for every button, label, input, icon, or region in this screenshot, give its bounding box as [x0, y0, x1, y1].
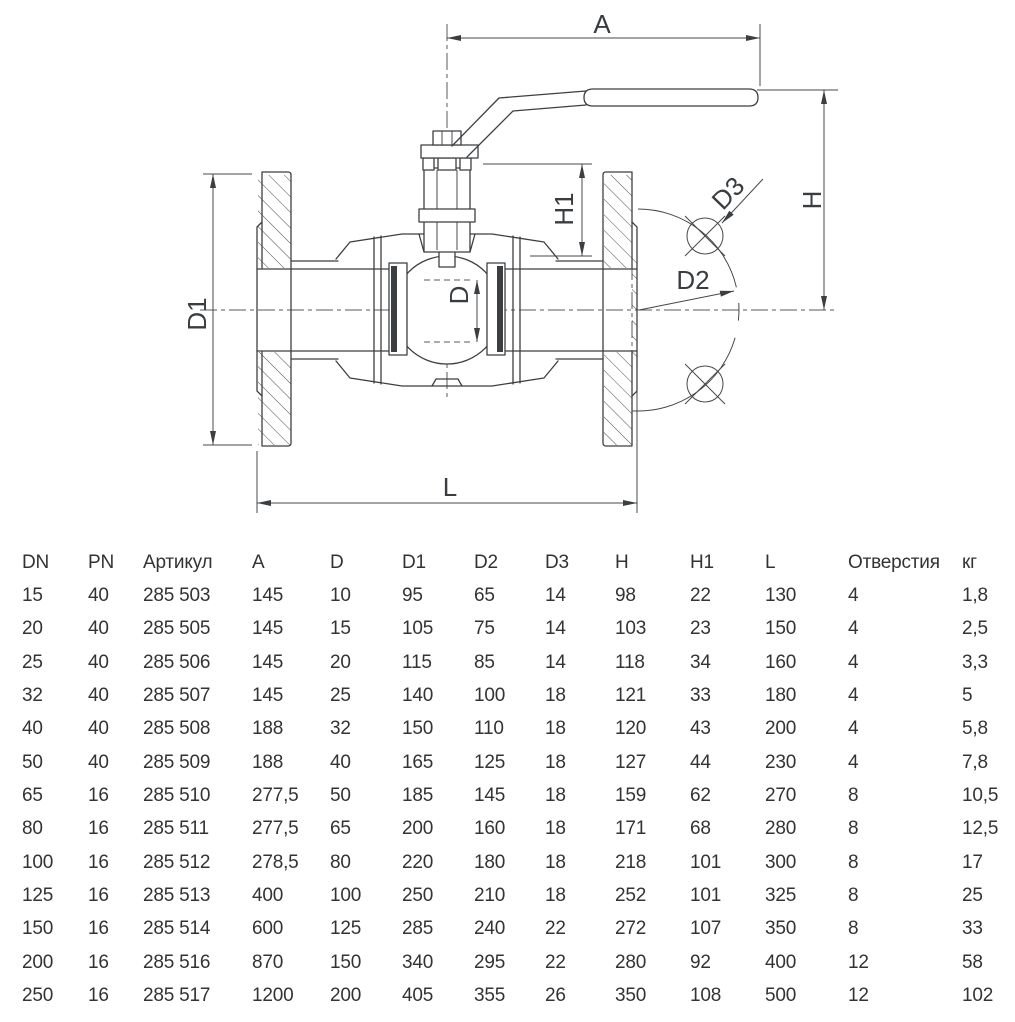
left-flange [257, 172, 291, 446]
table-cell: 325 [765, 885, 797, 907]
table-cell: 4 [848, 751, 859, 773]
table-cell: 285 506 [143, 651, 211, 673]
table-cell: 350 [615, 985, 647, 1007]
table-cell: 8 [848, 851, 859, 873]
table-cell: 285 505 [143, 618, 211, 640]
table-row [22, 946, 1015, 979]
table-row [22, 879, 1015, 912]
table-cell: 127 [615, 751, 647, 773]
column-header: D1 [402, 551, 426, 573]
table-cell: 105 [402, 618, 434, 640]
column-header: PN [88, 551, 114, 573]
table-cell: 12 [848, 985, 869, 1007]
table-cell: 285 512 [143, 851, 211, 873]
dim-h1 [483, 164, 592, 256]
table-cell: 355 [474, 985, 506, 1007]
table-cell: 150 [330, 951, 362, 973]
table-cell: 65 [330, 818, 351, 840]
table-cell: 95 [402, 585, 423, 607]
table-row [22, 979, 1015, 1012]
column-header: DN [22, 551, 50, 573]
dim-a [447, 9, 760, 86]
table-cell: 110 [474, 718, 504, 740]
table-cell: 101 [690, 851, 722, 873]
table-cell: 125 [330, 918, 362, 940]
table-cell: 277,5 [252, 818, 299, 840]
table-cell: 43 [690, 718, 711, 740]
table-cell: 75 [474, 618, 495, 640]
table-row [22, 779, 1015, 812]
table-cell: 4 [848, 685, 859, 707]
table-cell: 600 [252, 918, 284, 940]
table-cell: 125 [474, 751, 506, 773]
dim-label-d: D [444, 285, 474, 305]
table-cell: 180 [765, 685, 797, 707]
table-cell: 240 [474, 918, 506, 940]
table-cell: 15 [330, 618, 351, 640]
table-cell: 1,8 [962, 585, 988, 607]
table-cell: 285 517 [143, 985, 211, 1007]
table-cell: 14 [545, 618, 566, 640]
table-cell: 18 [545, 685, 566, 707]
table-cell: 3,3 [962, 651, 988, 673]
table-cell: 18 [545, 718, 566, 740]
table-cell: 34 [690, 651, 711, 673]
table-cell: 25 [22, 651, 43, 673]
table-cell: 92 [690, 951, 711, 973]
table-cell: 4 [848, 585, 859, 607]
table-cell: 285 516 [143, 951, 211, 973]
table-cell: 12,5 [962, 818, 999, 840]
table-cell: 200 [330, 985, 362, 1007]
table-cell: 171 [615, 818, 647, 840]
table-cell: 40 [330, 751, 351, 773]
dim-label-d1: D1 [182, 297, 212, 331]
table-cell: 145 [474, 785, 506, 807]
table-cell: 185 [402, 785, 434, 807]
table-cell: 188 [252, 751, 284, 773]
table-cell: 405 [402, 985, 434, 1007]
table-cell: 16 [88, 785, 109, 807]
table-cell: 22 [690, 585, 711, 607]
table-cell: 58 [962, 951, 983, 973]
table-cell: 108 [690, 985, 722, 1007]
dim-label-l: L [442, 472, 458, 502]
table-cell: 16 [88, 818, 109, 840]
table-cell: 400 [765, 951, 797, 973]
dim-h [757, 90, 838, 310]
table-header-row [22, 546, 1015, 579]
table-row [22, 713, 1015, 746]
table-cell: 80 [330, 851, 351, 873]
table-row [22, 746, 1015, 779]
table-cell: 400 [252, 885, 284, 907]
column-header: Артикул [143, 551, 213, 573]
table-cell: 350 [765, 918, 797, 940]
dim-label-d3: D3 [705, 170, 751, 216]
table-cell: 118 [615, 651, 645, 673]
table-cell: 98 [615, 585, 636, 607]
table-cell: 20 [330, 651, 351, 673]
table-row [22, 613, 1015, 646]
column-header: D3 [545, 551, 569, 573]
table-cell: 285 510 [143, 785, 211, 807]
table-cell: 280 [765, 818, 797, 840]
table-cell: 40 [88, 685, 109, 707]
table-cell: 278,5 [252, 851, 299, 873]
dimensions-table [22, 546, 1015, 1013]
table-cell: 159 [615, 785, 647, 807]
centerlines [200, 24, 838, 398]
table-cell: 285 511 [143, 818, 209, 840]
table-cell: 145 [252, 618, 284, 640]
dim-d2 [639, 265, 734, 310]
table-cell: 22 [545, 918, 566, 940]
table-cell: 32 [330, 718, 351, 740]
table-cell: 252 [615, 885, 647, 907]
dim-l [257, 368, 637, 513]
table-cell: 4 [848, 618, 859, 640]
table-cell: 33 [962, 918, 983, 940]
table-cell: 10 [330, 585, 351, 607]
table-cell: 7,8 [962, 751, 988, 773]
table-row [22, 813, 1015, 846]
table-cell: 18 [545, 751, 566, 773]
table-cell: 4 [848, 718, 859, 740]
table-cell: 15 [22, 585, 43, 607]
table-cell: 200 [402, 818, 434, 840]
table-cell: 26 [545, 985, 566, 1007]
table-cell: 18 [545, 885, 566, 907]
table-cell: 230 [765, 751, 797, 773]
table-cell: 285 513 [143, 885, 211, 907]
table-row [22, 913, 1015, 946]
table-cell: 12 [848, 951, 869, 973]
table-cell: 145 [252, 651, 284, 673]
table-cell: 40 [88, 651, 109, 673]
table-cell: 5,8 [962, 718, 988, 740]
table-cell: 17 [962, 851, 983, 873]
table-cell: 16 [88, 885, 109, 907]
table-cell: 14 [545, 585, 566, 607]
table-cell: 140 [402, 685, 434, 707]
table-cell: 120 [615, 718, 647, 740]
table-row [22, 646, 1015, 679]
table-cell: 250 [402, 885, 434, 907]
table-cell: 18 [545, 818, 566, 840]
table-cell: 80 [22, 818, 43, 840]
table-cell: 165 [402, 751, 434, 773]
table-cell: 285 509 [143, 751, 211, 773]
table-cell: 100 [330, 885, 362, 907]
table-cell: 68 [690, 818, 711, 840]
table-cell: 32 [22, 685, 43, 707]
table-cell: 65 [474, 585, 495, 607]
table-cell: 16 [88, 951, 109, 973]
table-cell: 102 [962, 985, 994, 1007]
column-header: Отверстия [848, 551, 940, 573]
table-cell: 180 [474, 851, 506, 873]
table-cell: 285 503 [143, 585, 211, 607]
table-cell: 65 [22, 785, 43, 807]
table-cell: 295 [474, 951, 506, 973]
table-cell: 100 [22, 851, 54, 873]
table-cell: 62 [690, 785, 711, 807]
table-cell: 25 [962, 885, 983, 907]
table-cell: 200 [22, 951, 54, 973]
table-cell: 20 [22, 618, 43, 640]
table-cell: 18 [545, 785, 566, 807]
table-cell: 300 [765, 851, 797, 873]
dim-label-a: A [593, 9, 611, 39]
table-cell: 8 [848, 918, 859, 940]
column-header: D2 [474, 551, 498, 573]
table-cell: 270 [765, 785, 797, 807]
table-cell: 50 [330, 785, 351, 807]
table-cell: 188 [252, 718, 284, 740]
table-cell: 16 [88, 851, 109, 873]
table-cell: 285 514 [143, 918, 211, 940]
column-header: L [765, 551, 776, 573]
table-cell: 115 [402, 651, 432, 673]
table-cell: 250 [22, 985, 54, 1007]
table-cell: 10,5 [962, 785, 999, 807]
table-cell: 40 [22, 718, 43, 740]
table-cell: 340 [402, 951, 434, 973]
table-cell: 16 [88, 918, 109, 940]
table-cell: 85 [474, 651, 495, 673]
table-cell: 145 [252, 585, 284, 607]
table-cell: 107 [690, 918, 722, 940]
table-cell: 285 507 [143, 685, 211, 707]
table-cell: 44 [690, 751, 711, 773]
table-cell: 23 [690, 618, 711, 640]
table-cell: 8 [848, 818, 859, 840]
table-row [22, 579, 1015, 612]
table-cell: 145 [252, 685, 284, 707]
dim-label-h: H [797, 190, 827, 210]
table-cell: 125 [22, 885, 54, 907]
table-cell: 150 [765, 618, 797, 640]
table-cell: 160 [765, 651, 797, 673]
table-cell: 121 [615, 685, 647, 707]
column-header: кг [962, 551, 977, 573]
table-cell: 40 [88, 618, 109, 640]
table-cell: 22 [545, 951, 566, 973]
table-cell: 285 508 [143, 718, 211, 740]
table-cell: 40 [88, 585, 109, 607]
ball [393, 256, 501, 364]
table-cell: 8 [848, 785, 859, 807]
table-cell: 25 [330, 685, 351, 707]
table-cell: 200 [765, 718, 797, 740]
handle [452, 89, 758, 157]
table-cell: 40 [88, 751, 109, 773]
table-cell: 272 [615, 918, 647, 940]
dim-label-d2: D2 [676, 265, 710, 295]
dim-label-h1: H1 [549, 192, 579, 226]
table-cell: 280 [615, 951, 647, 973]
table-cell: 33 [690, 685, 711, 707]
table-cell: 2,5 [962, 618, 988, 640]
table-cell: 100 [474, 685, 506, 707]
table-cell: 1200 [252, 985, 294, 1007]
table-cell: 8 [848, 885, 859, 907]
table-cell: 277,5 [252, 785, 299, 807]
table-cell: 14 [545, 651, 566, 673]
table-row [22, 679, 1015, 712]
dim-d3 [706, 171, 763, 223]
table-cell: 103 [615, 618, 647, 640]
table-cell: 150 [22, 918, 54, 940]
table-cell: 870 [252, 951, 284, 973]
table-cell: 160 [474, 818, 506, 840]
stem-assembly [419, 131, 478, 267]
table-cell: 218 [615, 851, 647, 873]
table-cell: 4 [848, 651, 859, 673]
table-cell: 18 [545, 851, 566, 873]
table-row [22, 846, 1015, 879]
table-cell: 285 [402, 918, 434, 940]
column-header: H1 [690, 551, 714, 573]
table-cell: 16 [88, 985, 109, 1007]
table-cell: 50 [22, 751, 43, 773]
column-header: H [615, 551, 629, 573]
table-cell: 130 [765, 585, 797, 607]
column-header: A [252, 551, 265, 573]
table-cell: 150 [402, 718, 434, 740]
table-cell: 500 [765, 985, 797, 1007]
table-cell: 5 [962, 685, 973, 707]
table-cell: 101 [690, 885, 722, 907]
table-cell: 220 [402, 851, 434, 873]
table-cell: 40 [88, 718, 109, 740]
table-cell: 210 [474, 885, 506, 907]
column-header: D [330, 551, 344, 573]
